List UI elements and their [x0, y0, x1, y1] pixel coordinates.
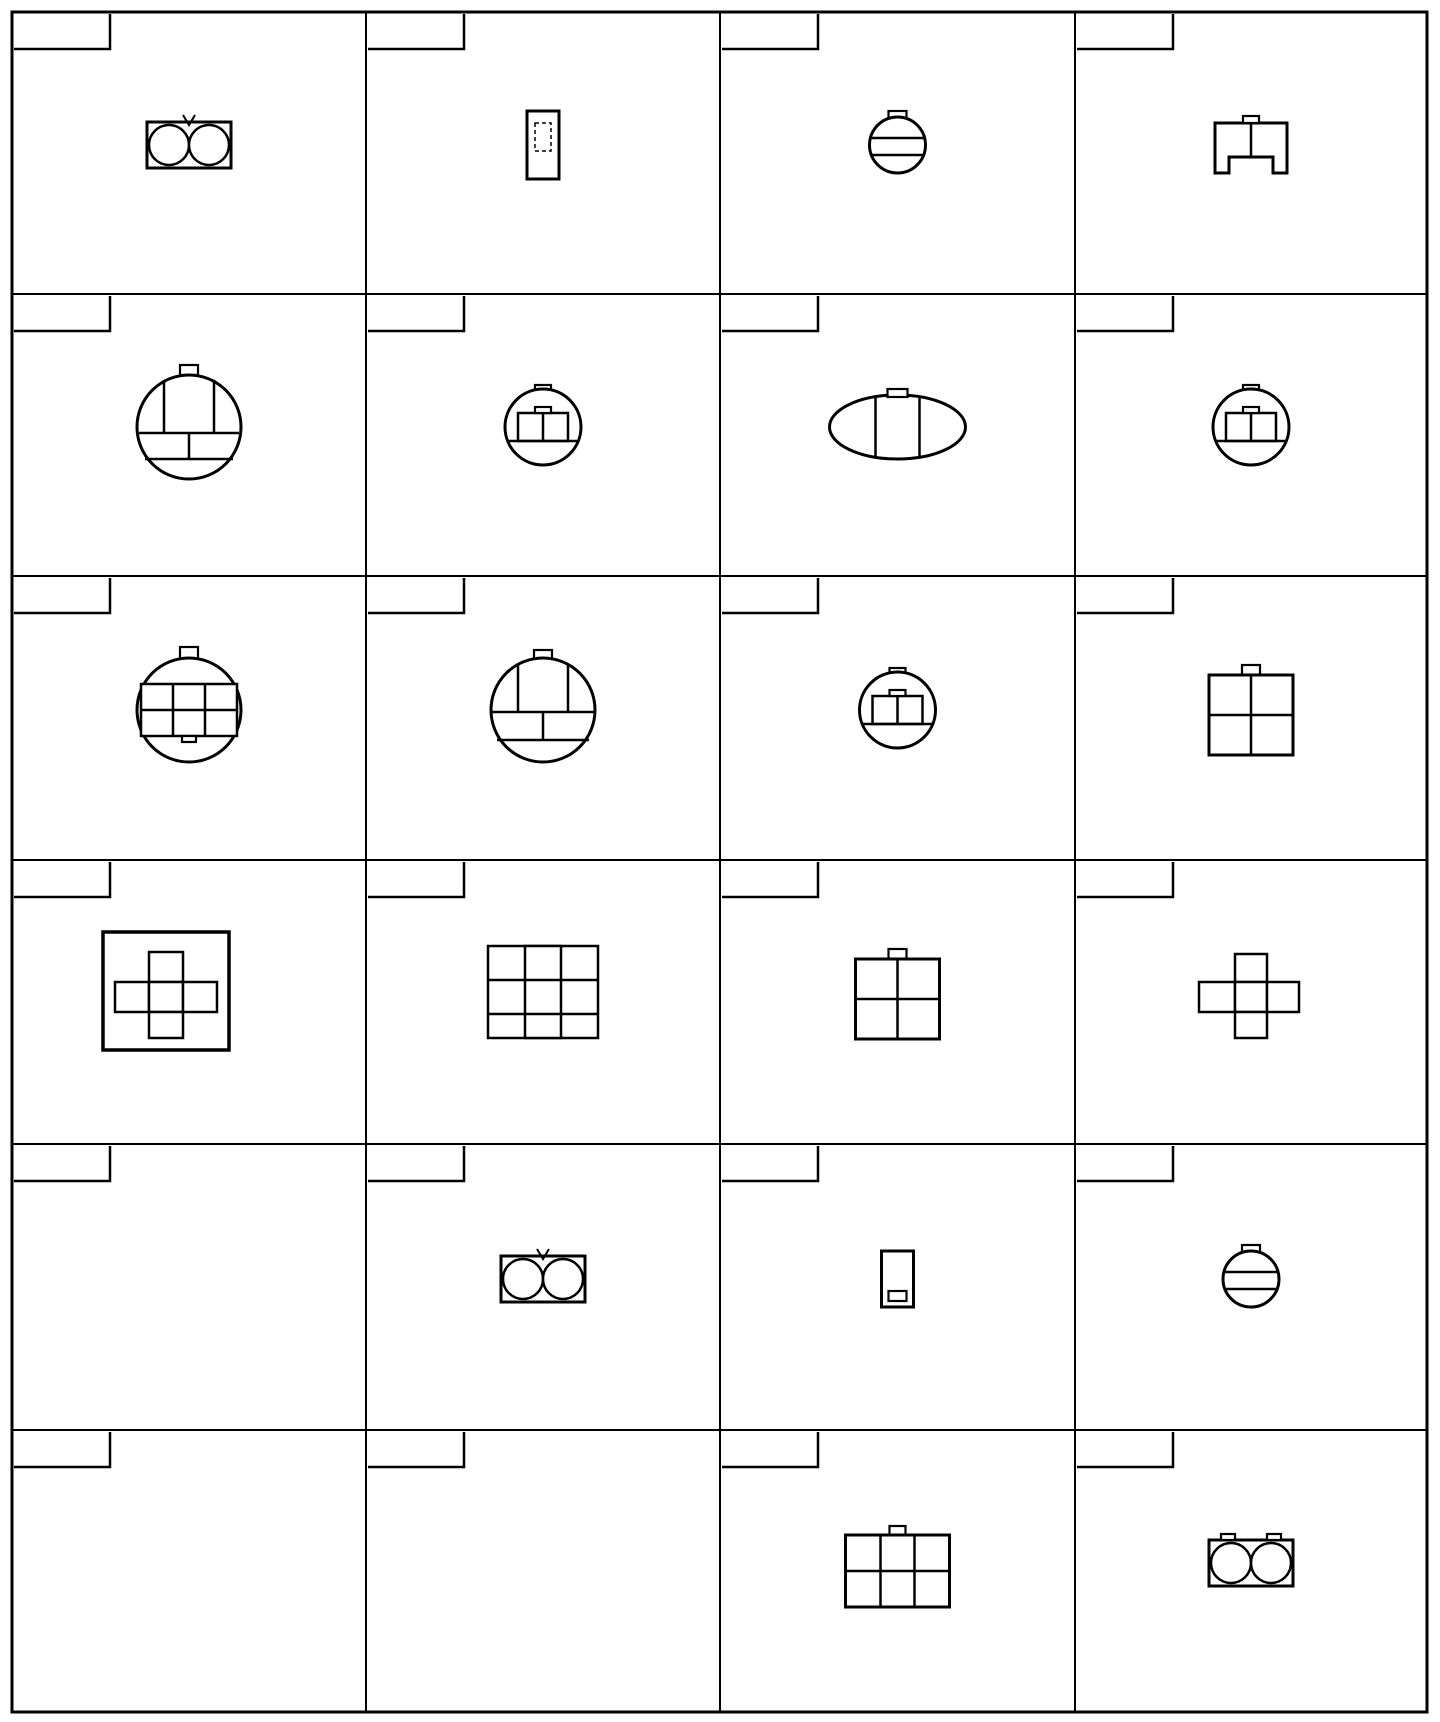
connector-id-box [14, 1432, 110, 1467]
connector-id-box [368, 14, 464, 49]
connector-cell-e44 [722, 296, 966, 459]
connector-cells [14, 14, 1299, 1607]
connector-cell-e42 [14, 296, 241, 479]
connector-id-box [14, 14, 110, 49]
pin-cavity [1235, 982, 1267, 1012]
connector-cell-e48 [722, 578, 936, 748]
pin-cavity [189, 125, 229, 165]
pin-cavity [543, 1259, 583, 1299]
connector-cell-e71 [1077, 1432, 1293, 1586]
connector-id-box [722, 14, 818, 49]
connector-id-box [14, 862, 110, 897]
connector-cell-e56 [722, 1146, 914, 1307]
connector-id-box [1077, 1432, 1173, 1467]
lock-tab [182, 736, 196, 742]
connector-cell-e58 [14, 1432, 110, 1467]
connector-cell-e54 [14, 1146, 110, 1181]
connector-id-box [368, 1146, 464, 1181]
lock-tab [890, 690, 906, 696]
pin-cavity [1199, 982, 1235, 1012]
connector-cell-e53 [1077, 862, 1299, 1038]
connector-id-box [368, 578, 464, 613]
pin-cavity [1235, 1012, 1267, 1038]
connector-id-box [14, 578, 110, 613]
connector-cell-e50 [14, 862, 229, 1050]
pin-cavity [1235, 954, 1267, 982]
lock-tab [889, 1291, 907, 1301]
connector-id-box [368, 862, 464, 897]
pin-cavity [525, 1014, 561, 1038]
connector-id-box [722, 296, 818, 331]
connector-cell-e43 [368, 296, 581, 465]
pin-cavity [525, 946, 561, 980]
connector-id-box [368, 1432, 464, 1467]
pin-cavity [115, 982, 149, 1012]
connector-id-box [722, 1146, 818, 1181]
pin-cavity [183, 982, 217, 1012]
lock-tab [1221, 1534, 1235, 1540]
lock-tab [1243, 407, 1259, 413]
connector-outline [527, 111, 559, 179]
connector-id-box [722, 1432, 818, 1467]
connector-cell-e39 [368, 14, 559, 179]
connector-outline [1223, 1251, 1279, 1307]
connector-id-box [1077, 14, 1173, 49]
connector-id-box [1077, 578, 1173, 613]
connector-cell-e55 [368, 1146, 585, 1302]
connector-id-box [722, 862, 818, 897]
connector-cell-e45 [1077, 296, 1289, 465]
pin-cavity [149, 125, 189, 165]
connector-id-box [1077, 862, 1173, 897]
connector-cell-e57 [1077, 1146, 1279, 1307]
connector-id-box [368, 296, 464, 331]
connector-outline [491, 658, 595, 762]
connector-id-box [1077, 1146, 1173, 1181]
pin-cavity [503, 1259, 543, 1299]
connector-outline [870, 117, 926, 173]
connector-id-box [1077, 296, 1173, 331]
connector-id-box [14, 1146, 110, 1181]
connector-cell-e41 [1077, 14, 1287, 173]
connector-outline [830, 395, 966, 459]
lock-tab [1267, 1534, 1281, 1540]
pin-cavity [1211, 1543, 1251, 1583]
connector-cell-e38-2 [14, 14, 231, 168]
lock-tab [888, 389, 908, 397]
connector-id-box [14, 296, 110, 331]
connector-id-box [722, 578, 818, 613]
pin-cavity [1267, 982, 1299, 1012]
connector-outline [137, 375, 241, 479]
connector-cell-e46 [14, 578, 241, 762]
lock-tab [535, 407, 551, 413]
pin-cavity [149, 952, 183, 982]
connector-cell-e70 [722, 1432, 950, 1607]
grid-lines [12, 12, 1427, 1712]
pin-cavity [149, 982, 183, 1012]
connector-cell-e51 [368, 862, 598, 1038]
connector-cell-e49 [1077, 578, 1293, 755]
lock-tab [1243, 116, 1259, 123]
connector-cell-e47 [368, 578, 595, 762]
pin-cavity [149, 1012, 183, 1038]
connector-cell-e40 [722, 14, 926, 173]
connector-cell-e59 [368, 1432, 464, 1467]
connector-cell-e52 [722, 862, 940, 1039]
pin-cavity [1251, 1543, 1291, 1583]
